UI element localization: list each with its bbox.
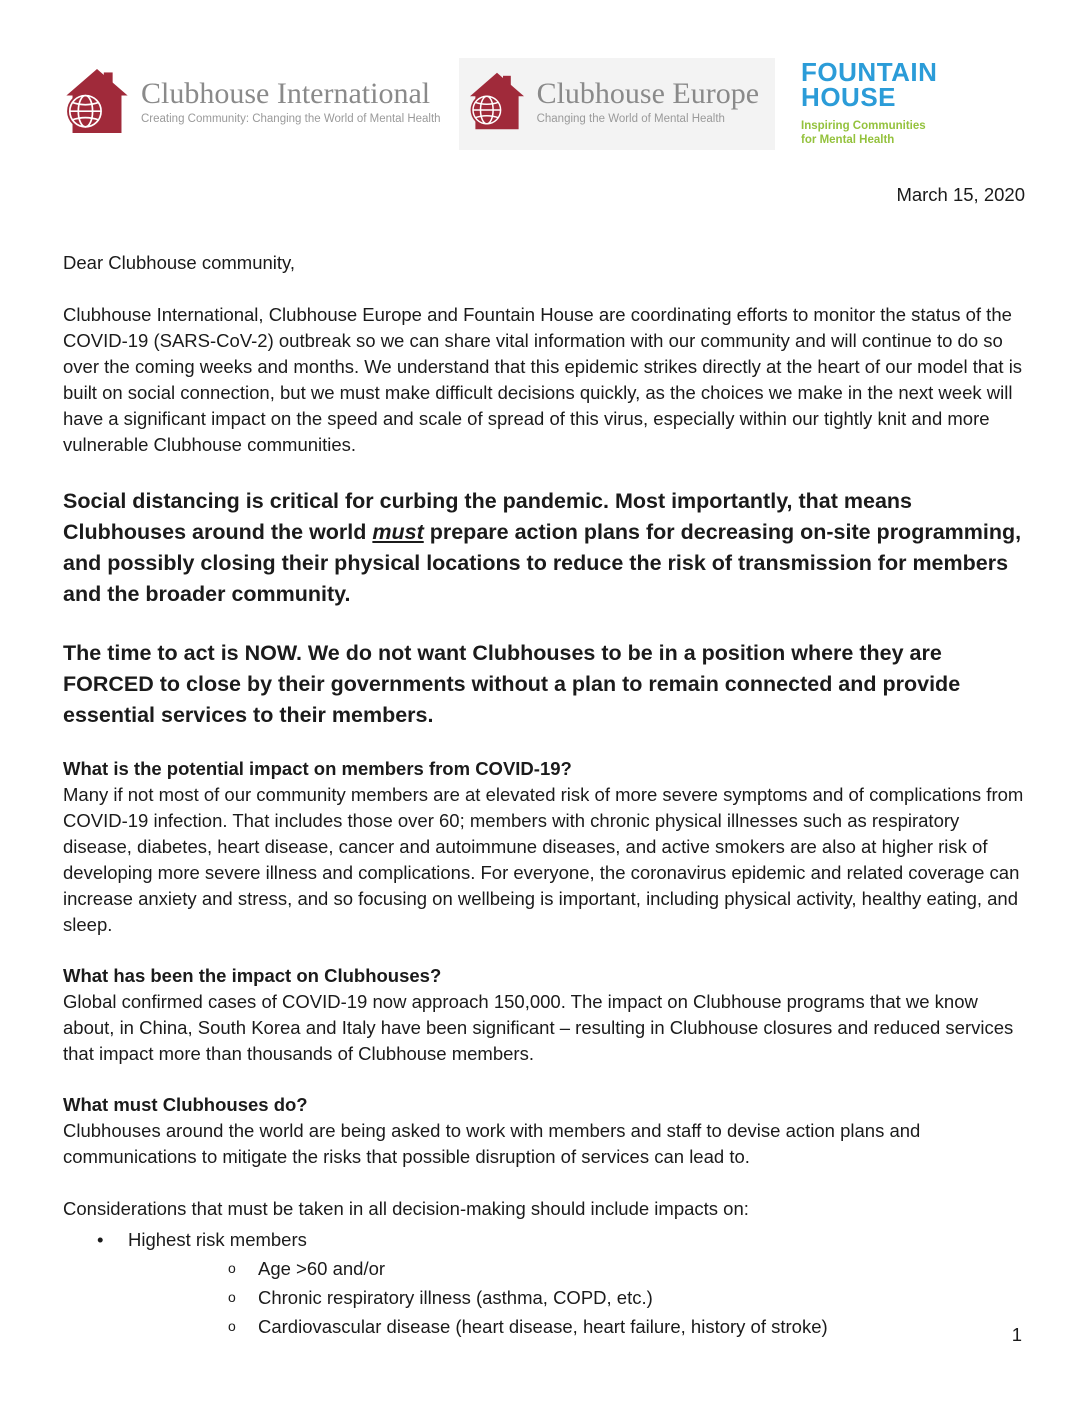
fountain-house-logo (801, 57, 938, 147)
list-item: o Chronic respiratory illness (asthma, COPD, etc.) (128, 1283, 1025, 1312)
section-body: Global confirmed cases of COVID-19 now approach 150,000. The impact on Clubhouse programs that we know about, in China, South Korea and Italy have been significant – resulting in Clubhouse closures and reduced services that impact more than thousands of Clubhouse members. (63, 991, 1014, 1064)
fountain-house-title-line1: FOUNTAIN (801, 57, 938, 87)
clubhouse-international-tagline: Creating Community: Changing the World of Mental Health (141, 113, 441, 125)
section-impact-on-members (63, 756, 1025, 938)
bullet-label: Highest risk members (128, 1229, 307, 1250)
emphasis-paragraph-time-to-act: The time to act is NOW. We do not want Clubhouses to be in a position where they are FORCED to close by their governments without a plan to remain connected and provide essential services to their members. (63, 641, 961, 727)
section-heading: What must Clubhouses do? (63, 1094, 308, 1115)
emphasis1-before: Social distancing is critical for curbing the pandemic. Most importantly, that means Clubhouses around the world (63, 489, 913, 544)
considerations-sublist (128, 1254, 1025, 1341)
page-number: 1 (1011, 1324, 1022, 1345)
list-item: o Age >60 and/or (128, 1254, 1025, 1283)
house-globe-icon (467, 62, 527, 140)
list-item: o Cardiovascular disease (heart disease, heart failure, history of stroke) (128, 1312, 1025, 1341)
clubhouse-europe-logo (459, 58, 775, 150)
clubhouse-international-name: Clubhouse International (141, 77, 431, 110)
section-heading: What is the potential impact on members from COVID-19? (63, 758, 572, 779)
section-heading: What has been the impact on Clubhouses? (63, 965, 442, 986)
fountain-house-tagline-line1: Inspiring Communities (801, 120, 926, 132)
letter-date: March 15, 2020 (896, 184, 1025, 205)
salutation: Dear Clubhouse community, (63, 252, 296, 273)
clubhouse-europe-tagline: Changing the World of Mental Health (536, 113, 725, 125)
clubhouse-europe-name: Clubhouse Europe (536, 77, 760, 110)
section-what-must-clubhouses-do (63, 1092, 1025, 1170)
fountain-house-title-line2: HOUSE (801, 82, 897, 112)
section-body: Many if not most of our community members are at elevated risk of more severe symptoms and of complications from COVID-19 infection. That includes those over 60; members with chronic physical illnesses such as respiratory disease, diabetes, heart disease, cancer and autoimmune diseases, and active smokers are also at higher risk of developing more severe illness and complications. For everyone, the coronavirus epidemic and related coverage can increase anxiety and stress, and so focusing on wellbeing is important, including physical activity, healthy eating, and sleep. (63, 784, 1024, 935)
clubhouse-international-logo (63, 58, 441, 144)
list-item (63, 1226, 1025, 1341)
intro-paragraph: Clubhouse International, Clubhouse Europe and Fountain House are coordinating efforts to monitor the status of the COVID-19 (SARS-CoV-2) outbreak so we can share vital information with our community and will continue to do so over the coming weeks and months. We understand that this epidemic strikes directly at the heart of our model that is built on social connection, but we must make difficult decisions quickly, as the choices we make in the next week will have a significant impact on the speed and scale of spread of this virus, especially within our tightly knit and more vulnerable Clubhouse communities. (63, 304, 1023, 455)
emphasis1-must: must (372, 520, 424, 544)
emphasis-paragraph-social-distancing (63, 486, 1025, 610)
considerations-intro: Considerations that must be taken in all decision-making should include impacts on: (63, 1198, 749, 1219)
fountain-house-tagline-line2: for Mental Health (801, 134, 895, 146)
logo-row (63, 58, 1025, 150)
section-body: Clubhouses around the world are being asked to work with members and staff to devise action plans and communications to mitigate the risks that possible disruption of services can lead to. (63, 1120, 921, 1167)
considerations-list (63, 1226, 1025, 1341)
section-impact-on-clubhouses (63, 963, 1025, 1067)
emphasis1-after: prepare action plans for decreasing on-site programming, and possibly closing their physical locations to reduce the risk of transmission for members and the broader community. (63, 520, 1022, 606)
house-globe-icon (63, 58, 131, 144)
